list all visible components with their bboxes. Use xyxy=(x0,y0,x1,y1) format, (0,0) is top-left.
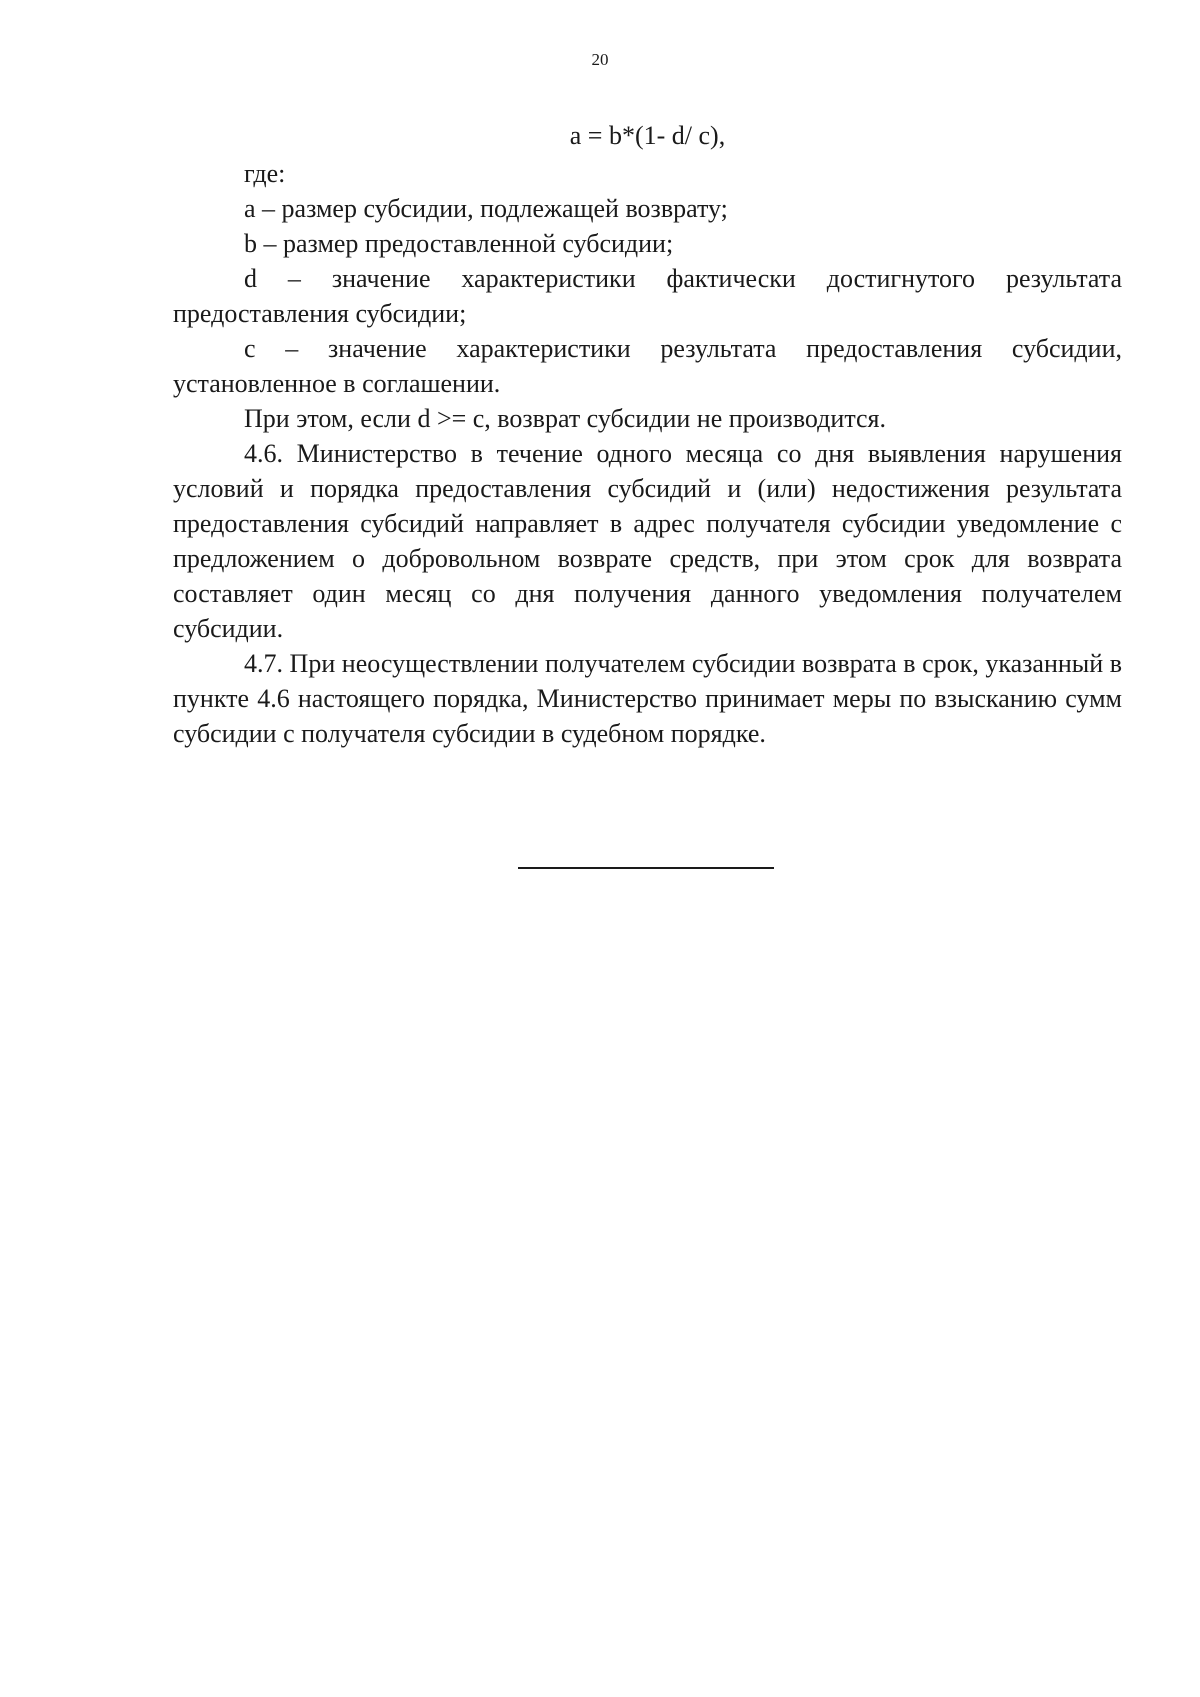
paragraph-clause-4-6: 4.6. Министерство в течение одного месяца со дня выявления нарушения условий и порядка предоставления субсидий и (или) недостижения результата предоставления субсидий направляет в адрес получателя субсидии уведомление с предложением о добровольном возврате средств, при этом срок для возврата составляет один месяц со дня получения данного уведомления получателем субсидии. xyxy=(173,439,1122,643)
paragraph-where: где: xyxy=(244,159,286,188)
paragraph-definition-c: c – значение характеристики результата предоставления субсидии, установленное в соглашении. xyxy=(173,334,1122,398)
document-body xyxy=(173,118,1122,751)
paragraph-no-return-condition: При этом, если d >= c, возврат субсидии не производится. xyxy=(244,404,887,433)
end-separator-line xyxy=(518,867,774,869)
paragraph-definition-d: d – значение характеристики фактически достигнутого результата предоставления субсидии; xyxy=(173,264,1122,328)
paragraph-definition-b: b – размер предоставленной субсидии; xyxy=(244,229,674,258)
page-number: 20 xyxy=(591,50,609,69)
formula: a = b*(1- d/ c), xyxy=(569,121,726,150)
paragraph-clause-4-7: 4.7. При неосуществлении получателем субсидии возврата в срок, указанный в пункте 4.6 настоящего порядка, Министерство принимает меры по взысканию сумм субсидии с получателя субсидии в судебном порядке. xyxy=(173,649,1122,748)
paragraph-definition-a: a – размер субсидии, подлежащей возврату; xyxy=(244,194,728,223)
